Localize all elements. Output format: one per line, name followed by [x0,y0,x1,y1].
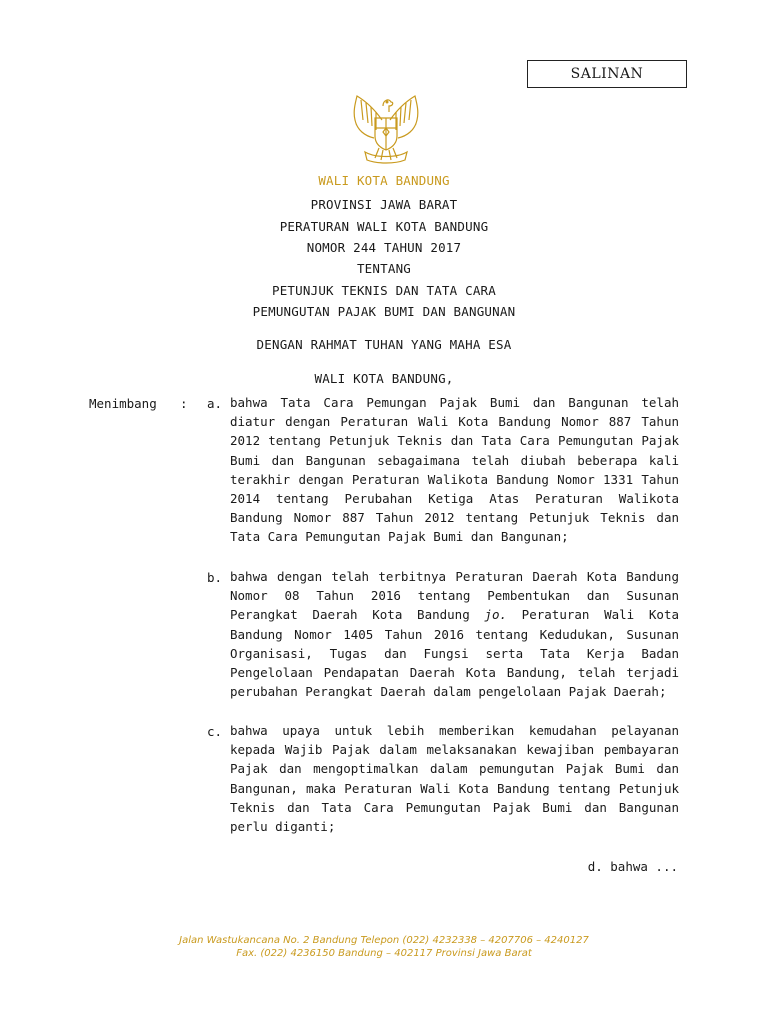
menimbang-label: Menimbang [89,396,157,411]
invocation-line: DENGAN RAHMAT TUHAN YANG MAHA ESA [256,337,512,352]
garuda-emblem-icon [339,90,433,166]
about-line: TENTANG [356,261,412,276]
item-a-text: bahwa Tata Cara Pemungan Pajak Bumi dan Bangunan telah diatur dengan Peraturan Wali Kota Bandung Nomor 887 Tahun 2012 tentang Petunjuk Teknis dan Tata Cara Pemungutan Pajak Bumi dan Bangunan sebagaimana telah diubah beberapa kali terakhir dengan Peraturan Walikota Bandung Nomor 1331 Tahun 2014 tentang Perubahan Ketiga Atas Peraturan Walikota Bandung Nomor 887 Tahun 2012 tentang Petunjuk Teknis dan Tata Cara Pemungutan Pajak Bumi dan Bangunan; [230,395,679,545]
menimbang-colon: : [180,396,188,411]
salinan-label: SALINAN [570,66,644,82]
salinan-stamp [527,60,687,88]
authority-line: WALI KOTA BANDUNG, [314,371,454,386]
item-b-text [230,567,679,701]
item-b-text-part2: Peraturan Wali Kota Bandung Nomor 1405 Tahun 2016 tentang Kedudukan, Susunan Organisasi, Tugas dan Fungsi serta Tata Kerja Badan Pengelolaan Pendapatan Daerah Kota Bandung, telah terjadi perubahan Perangkat Daerah dalam pengelolaan Pajak Daerah; [230,607,679,700]
item-b-text-part1: bahwa dengan telah terbitnya Peraturan Daerah Kota Bandung Nomor 08 Tahun 2016 tentang Pembentukan dan Susunan Perangkat Daerah Kota Bandung [230,569,679,623]
regulation-line: PERATURAN WALI KOTA BANDUNG [279,219,489,234]
item-c-letter: c. [207,724,223,739]
issuer-title: WALI KOTA BANDUNG [318,173,450,188]
item-a-letter: a. [207,396,223,411]
number-line: NOMOR 244 TAHUN 2017 [306,240,462,255]
item-b-text-italic: jo. [484,607,507,623]
item-b-letter: b. [207,570,223,585]
continuation-marker: d. bahwa ... [587,859,678,874]
item-c-text: bahwa upaya untuk lebih memberikan kemudahan pelayanan kepada Wajib Pajak dalam melaksanakan kewajiban pembayaran Pajak dan mengoptimalkan dalam pemungutan Pajak Bumi dan Bangunan, maka Peraturan Wali Kota Bandung tentang Petunjuk Teknis dan Tata Cara Pemungutan Pajak Bumi dan Bangunan perlu diganti; [230,723,679,835]
province-line: PROVINSI JAWA BARAT [310,197,458,212]
footer-address-line: Jalan Wastukancana No. 2 Bandung Telepon (022) 4232338 – 4207706 – 4240127 [179,935,589,946]
title-line-1: PETUNJUK TEKNIS DAN TATA CARA [271,283,497,298]
title-line-2: PEMUNGUTAN PAJAK BUMI DAN BANGUNAN [252,304,516,319]
footer-fax-line: Fax. (022) 4236150 Bandung – 402117 Provinsi Jawa Barat [236,948,532,959]
